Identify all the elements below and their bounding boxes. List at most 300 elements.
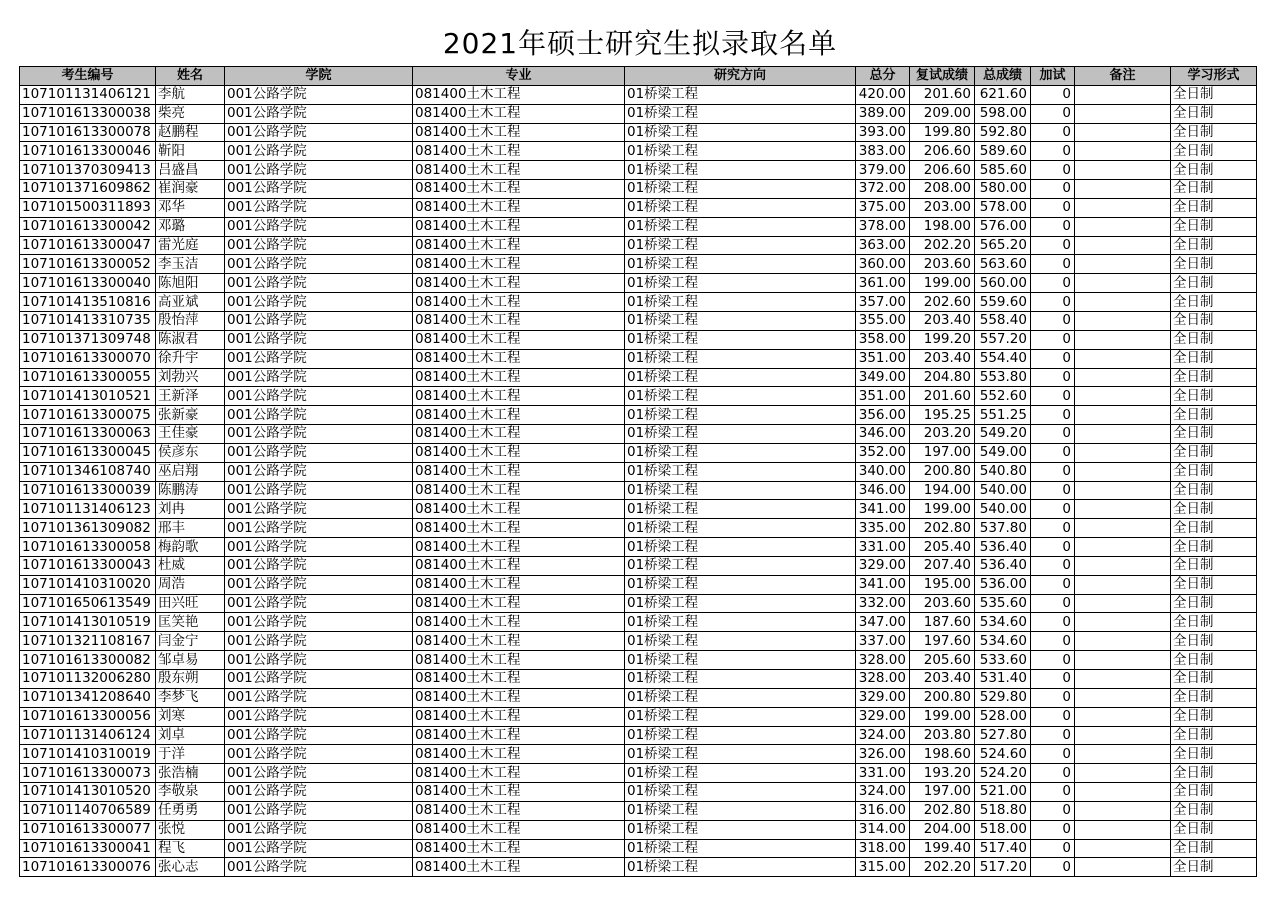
cell-exam-id: 107101131406123 — [20, 500, 156, 519]
cell-study-mode: 全日制 — [1171, 161, 1257, 180]
cell-research-direction: 01桥梁工程 — [625, 255, 856, 274]
cell-major: 081400土木工程 — [413, 500, 625, 519]
cell-college: 001公路学院 — [225, 255, 413, 274]
cell-remarks — [1075, 142, 1171, 161]
cell-study-mode: 全日制 — [1171, 425, 1257, 444]
cell-retest-score: 199.80 — [910, 123, 975, 142]
cell-retest-score: 203.40 — [910, 311, 975, 330]
cell-college: 001公路学院 — [225, 632, 413, 651]
cell-name: 陈旭阳 — [156, 274, 225, 293]
cell-remarks — [1075, 707, 1171, 726]
cell-remarks — [1075, 236, 1171, 255]
cell-name: 殷怡萍 — [156, 311, 225, 330]
cell-study-mode: 全日制 — [1171, 481, 1257, 500]
cell-extra-test: 0 — [1031, 481, 1075, 500]
cell-extra-test: 0 — [1031, 613, 1075, 632]
cell-study-mode: 全日制 — [1171, 198, 1257, 217]
admission-table — [19, 66, 1257, 877]
cell-name: 赵鹏程 — [156, 123, 225, 142]
cell-study-mode: 全日制 — [1171, 801, 1257, 820]
cell-study-mode: 全日制 — [1171, 783, 1257, 802]
cell-research-direction: 01桥梁工程 — [625, 217, 856, 236]
cell-name: 殷东朔 — [156, 670, 225, 689]
cell-research-direction: 01桥梁工程 — [625, 613, 856, 632]
cell-major: 081400土木工程 — [413, 443, 625, 462]
cell-name: 高亚斌 — [156, 293, 225, 312]
cell-total-score: 315.00 — [856, 858, 910, 877]
table-row — [20, 519, 1257, 538]
cell-study-mode: 全日制 — [1171, 311, 1257, 330]
cell-remarks — [1075, 745, 1171, 764]
cell-retest-score: 199.20 — [910, 330, 975, 349]
cell-major: 081400土木工程 — [413, 368, 625, 387]
cell-name: 崔润豪 — [156, 180, 225, 199]
cell-college: 001公路学院 — [225, 538, 413, 557]
cell-remarks — [1075, 726, 1171, 745]
cell-remarks — [1075, 688, 1171, 707]
cell-remarks — [1075, 311, 1171, 330]
cell-extra-test: 0 — [1031, 783, 1075, 802]
cell-college: 001公路学院 — [225, 707, 413, 726]
cell-exam-id: 107101413010519 — [20, 613, 156, 632]
cell-major: 081400土木工程 — [413, 651, 625, 670]
cell-exam-id: 107101613300063 — [20, 425, 156, 444]
cell-college: 001公路学院 — [225, 651, 413, 670]
cell-retest-score: 201.60 — [910, 85, 975, 104]
cell-major: 081400土木工程 — [413, 556, 625, 575]
cell-retest-score: 193.20 — [910, 764, 975, 783]
cell-retest-score: 203.60 — [910, 255, 975, 274]
cell-study-mode: 全日制 — [1171, 556, 1257, 575]
cell-college: 001公路学院 — [225, 688, 413, 707]
cell-study-mode: 全日制 — [1171, 406, 1257, 425]
cell-remarks — [1075, 575, 1171, 594]
cell-final-score: 517.20 — [975, 858, 1031, 877]
table-row — [20, 274, 1257, 293]
cell-remarks — [1075, 519, 1171, 538]
cell-remarks — [1075, 425, 1171, 444]
cell-remarks — [1075, 462, 1171, 481]
cell-remarks — [1075, 368, 1171, 387]
cell-total-score: 314.00 — [856, 820, 910, 839]
cell-research-direction: 01桥梁工程 — [625, 161, 856, 180]
cell-exam-id: 107101413010520 — [20, 783, 156, 802]
cell-total-score: 420.00 — [856, 85, 910, 104]
cell-name: 张新豪 — [156, 406, 225, 425]
cell-retest-score: 209.00 — [910, 104, 975, 123]
cell-major: 081400土木工程 — [413, 104, 625, 123]
table-row — [20, 293, 1257, 312]
cell-exam-id: 107101613300052 — [20, 255, 156, 274]
table-row — [20, 783, 1257, 802]
cell-final-score: 549.00 — [975, 443, 1031, 462]
cell-exam-id: 107101371609862 — [20, 180, 156, 199]
cell-extra-test: 0 — [1031, 726, 1075, 745]
cell-study-mode: 全日制 — [1171, 462, 1257, 481]
cell-exam-id: 107101346108740 — [20, 462, 156, 481]
cell-final-score: 552.60 — [975, 387, 1031, 406]
cell-major: 081400土木工程 — [413, 85, 625, 104]
table-row — [20, 255, 1257, 274]
cell-major: 081400土木工程 — [413, 406, 625, 425]
table-row — [20, 387, 1257, 406]
cell-final-score: 557.20 — [975, 330, 1031, 349]
table-row — [20, 462, 1257, 481]
cell-name: 李航 — [156, 85, 225, 104]
cell-name: 侯彦东 — [156, 443, 225, 462]
cell-study-mode: 全日制 — [1171, 651, 1257, 670]
cell-total-score: 349.00 — [856, 368, 910, 387]
cell-research-direction: 01桥梁工程 — [625, 707, 856, 726]
cell-name: 陈淑君 — [156, 330, 225, 349]
cell-total-score: 331.00 — [856, 764, 910, 783]
cell-final-score: 540.80 — [975, 462, 1031, 481]
cell-major: 081400土木工程 — [413, 161, 625, 180]
cell-remarks — [1075, 632, 1171, 651]
cell-name: 梅韵歌 — [156, 538, 225, 557]
table-row — [20, 745, 1257, 764]
cell-study-mode: 全日制 — [1171, 613, 1257, 632]
cell-college: 001公路学院 — [225, 443, 413, 462]
header-remarks: 备注 — [1075, 67, 1171, 86]
cell-major: 081400土木工程 — [413, 613, 625, 632]
cell-research-direction: 01桥梁工程 — [625, 481, 856, 500]
cell-research-direction: 01桥梁工程 — [625, 500, 856, 519]
cell-college: 001公路学院 — [225, 575, 413, 594]
cell-major: 081400土木工程 — [413, 707, 625, 726]
cell-extra-test: 0 — [1031, 425, 1075, 444]
cell-study-mode: 全日制 — [1171, 707, 1257, 726]
cell-extra-test: 0 — [1031, 801, 1075, 820]
cell-retest-score: 204.80 — [910, 368, 975, 387]
cell-retest-score: 202.80 — [910, 519, 975, 538]
cell-remarks — [1075, 198, 1171, 217]
table-row — [20, 123, 1257, 142]
cell-extra-test: 0 — [1031, 142, 1075, 161]
cell-college: 001公路学院 — [225, 783, 413, 802]
cell-extra-test: 0 — [1031, 330, 1075, 349]
cell-college: 001公路学院 — [225, 820, 413, 839]
cell-exam-id: 107101413010521 — [20, 387, 156, 406]
cell-extra-test: 0 — [1031, 349, 1075, 368]
cell-major: 081400土木工程 — [413, 462, 625, 481]
cell-remarks — [1075, 839, 1171, 858]
cell-extra-test: 0 — [1031, 820, 1075, 839]
cell-extra-test: 0 — [1031, 556, 1075, 575]
cell-total-score: 389.00 — [856, 104, 910, 123]
cell-major: 081400土木工程 — [413, 425, 625, 444]
cell-final-score: 536.40 — [975, 556, 1031, 575]
cell-research-direction: 01桥梁工程 — [625, 688, 856, 707]
cell-remarks — [1075, 180, 1171, 199]
cell-study-mode: 全日制 — [1171, 368, 1257, 387]
cell-research-direction: 01桥梁工程 — [625, 858, 856, 877]
cell-college: 001公路学院 — [225, 556, 413, 575]
cell-retest-score: 199.40 — [910, 839, 975, 858]
cell-total-score: 357.00 — [856, 293, 910, 312]
cell-extra-test: 0 — [1031, 255, 1075, 274]
cell-retest-score: 197.00 — [910, 443, 975, 462]
cell-retest-score: 207.40 — [910, 556, 975, 575]
table-row — [20, 481, 1257, 500]
cell-remarks — [1075, 85, 1171, 104]
cell-college: 001公路学院 — [225, 161, 413, 180]
cell-final-score: 553.80 — [975, 368, 1031, 387]
cell-name: 王佳豪 — [156, 425, 225, 444]
cell-college: 001公路学院 — [225, 104, 413, 123]
cell-final-score: 534.60 — [975, 613, 1031, 632]
cell-college: 001公路学院 — [225, 462, 413, 481]
cell-major: 081400土木工程 — [413, 688, 625, 707]
cell-total-score: 352.00 — [856, 443, 910, 462]
cell-major: 081400土木工程 — [413, 801, 625, 820]
cell-final-score: 589.60 — [975, 142, 1031, 161]
cell-final-score: 518.80 — [975, 801, 1031, 820]
cell-major: 081400土木工程 — [413, 481, 625, 500]
cell-extra-test: 0 — [1031, 236, 1075, 255]
cell-major: 081400土木工程 — [413, 236, 625, 255]
cell-exam-id: 107101613300039 — [20, 481, 156, 500]
cell-research-direction: 01桥梁工程 — [625, 311, 856, 330]
cell-total-score: 329.00 — [856, 688, 910, 707]
cell-major: 081400土木工程 — [413, 670, 625, 689]
cell-name: 杜威 — [156, 556, 225, 575]
cell-college: 001公路学院 — [225, 293, 413, 312]
cell-total-score: 318.00 — [856, 839, 910, 858]
cell-retest-score: 206.60 — [910, 161, 975, 180]
cell-total-score: 379.00 — [856, 161, 910, 180]
cell-research-direction: 01桥梁工程 — [625, 556, 856, 575]
cell-final-score: 534.60 — [975, 632, 1031, 651]
table-row — [20, 726, 1257, 745]
cell-major: 081400土木工程 — [413, 217, 625, 236]
cell-name: 匡笑艳 — [156, 613, 225, 632]
cell-study-mode: 全日制 — [1171, 726, 1257, 745]
cell-research-direction: 01桥梁工程 — [625, 198, 856, 217]
table-row — [20, 85, 1257, 104]
cell-extra-test: 0 — [1031, 293, 1075, 312]
cell-research-direction: 01桥梁工程 — [625, 519, 856, 538]
table-row — [20, 688, 1257, 707]
cell-study-mode: 全日制 — [1171, 255, 1257, 274]
cell-name: 王新泽 — [156, 387, 225, 406]
cell-research-direction: 01桥梁工程 — [625, 745, 856, 764]
cell-final-score: 537.80 — [975, 519, 1031, 538]
cell-extra-test: 0 — [1031, 180, 1075, 199]
cell-exam-id: 107101131406124 — [20, 726, 156, 745]
cell-study-mode: 全日制 — [1171, 764, 1257, 783]
cell-final-score: 540.00 — [975, 500, 1031, 519]
cell-retest-score: 201.60 — [910, 387, 975, 406]
cell-exam-id: 107101413310735 — [20, 311, 156, 330]
cell-major: 081400土木工程 — [413, 330, 625, 349]
cell-remarks — [1075, 161, 1171, 180]
cell-research-direction: 01桥梁工程 — [625, 632, 856, 651]
cell-total-score: 393.00 — [856, 123, 910, 142]
cell-major: 081400土木工程 — [413, 820, 625, 839]
cell-research-direction: 01桥梁工程 — [625, 820, 856, 839]
cell-college: 001公路学院 — [225, 85, 413, 104]
table-row — [20, 349, 1257, 368]
cell-exam-id: 107101613300055 — [20, 368, 156, 387]
cell-research-direction: 01桥梁工程 — [625, 387, 856, 406]
cell-college: 001公路学院 — [225, 839, 413, 858]
header-major: 专业 — [413, 67, 625, 86]
cell-extra-test: 0 — [1031, 519, 1075, 538]
cell-exam-id: 107101500311893 — [20, 198, 156, 217]
cell-total-score: 347.00 — [856, 613, 910, 632]
cell-final-score: 527.80 — [975, 726, 1031, 745]
header-college: 学院 — [225, 67, 413, 86]
header-extra-test: 加试 — [1031, 67, 1075, 86]
cell-name: 程飞 — [156, 839, 225, 858]
cell-total-score: 324.00 — [856, 726, 910, 745]
cell-name: 张悦 — [156, 820, 225, 839]
cell-total-score: 328.00 — [856, 651, 910, 670]
cell-retest-score: 203.60 — [910, 594, 975, 613]
cell-research-direction: 01桥梁工程 — [625, 236, 856, 255]
cell-name: 雷光庭 — [156, 236, 225, 255]
cell-college: 001公路学院 — [225, 425, 413, 444]
table-row — [20, 632, 1257, 651]
cell-research-direction: 01桥梁工程 — [625, 274, 856, 293]
cell-college: 001公路学院 — [225, 858, 413, 877]
cell-study-mode: 全日制 — [1171, 236, 1257, 255]
cell-study-mode: 全日制 — [1171, 538, 1257, 557]
table-row — [20, 330, 1257, 349]
cell-name: 李玉洁 — [156, 255, 225, 274]
cell-study-mode: 全日制 — [1171, 180, 1257, 199]
table-row — [20, 198, 1257, 217]
cell-name: 刘寒 — [156, 707, 225, 726]
cell-research-direction: 01桥梁工程 — [625, 406, 856, 425]
cell-college: 001公路学院 — [225, 274, 413, 293]
table-row — [20, 236, 1257, 255]
cell-major: 081400土木工程 — [413, 349, 625, 368]
cell-extra-test: 0 — [1031, 858, 1075, 877]
cell-remarks — [1075, 858, 1171, 877]
cell-college: 001公路学院 — [225, 123, 413, 142]
cell-major: 081400土木工程 — [413, 575, 625, 594]
cell-major: 081400土木工程 — [413, 180, 625, 199]
cell-major: 081400土木工程 — [413, 839, 625, 858]
cell-remarks — [1075, 801, 1171, 820]
cell-study-mode: 全日制 — [1171, 217, 1257, 236]
cell-major: 081400土木工程 — [413, 142, 625, 161]
header-study-mode: 学习形式 — [1171, 67, 1257, 86]
cell-total-score: 363.00 — [856, 236, 910, 255]
cell-exam-id: 107101613300042 — [20, 217, 156, 236]
cell-extra-test: 0 — [1031, 707, 1075, 726]
cell-extra-test: 0 — [1031, 632, 1075, 651]
cell-extra-test: 0 — [1031, 688, 1075, 707]
cell-total-score: 341.00 — [856, 575, 910, 594]
cell-final-score: 551.25 — [975, 406, 1031, 425]
cell-name: 李梦飞 — [156, 688, 225, 707]
cell-college: 001公路学院 — [225, 670, 413, 689]
cell-major: 081400土木工程 — [413, 783, 625, 802]
header-research-direction: 研究方向 — [625, 67, 856, 86]
cell-major: 081400土木工程 — [413, 123, 625, 142]
cell-study-mode: 全日制 — [1171, 387, 1257, 406]
cell-extra-test: 0 — [1031, 839, 1075, 858]
cell-extra-test: 0 — [1031, 104, 1075, 123]
cell-remarks — [1075, 613, 1171, 632]
cell-remarks — [1075, 481, 1171, 500]
cell-final-score: 598.00 — [975, 104, 1031, 123]
cell-major: 081400土木工程 — [413, 594, 625, 613]
cell-exam-id: 107101613300075 — [20, 406, 156, 425]
cell-research-direction: 01桥梁工程 — [625, 651, 856, 670]
cell-total-score: 372.00 — [856, 180, 910, 199]
cell-remarks — [1075, 406, 1171, 425]
cell-retest-score: 199.00 — [910, 500, 975, 519]
cell-remarks — [1075, 538, 1171, 557]
cell-final-score: 536.00 — [975, 575, 1031, 594]
table-row — [20, 764, 1257, 783]
cell-total-score: 346.00 — [856, 425, 910, 444]
cell-remarks — [1075, 293, 1171, 312]
table-row — [20, 180, 1257, 199]
cell-final-score: 585.60 — [975, 161, 1031, 180]
cell-exam-id: 107101613300078 — [20, 123, 156, 142]
cell-name: 邓璐 — [156, 217, 225, 236]
cell-final-score: 518.00 — [975, 820, 1031, 839]
cell-final-score: 531.40 — [975, 670, 1031, 689]
cell-research-direction: 01桥梁工程 — [625, 839, 856, 858]
cell-final-score: 540.00 — [975, 481, 1031, 500]
cell-college: 001公路学院 — [225, 142, 413, 161]
table-row — [20, 538, 1257, 557]
cell-major: 081400土木工程 — [413, 387, 625, 406]
table-row — [20, 142, 1257, 161]
cell-exam-id: 107101613300045 — [20, 443, 156, 462]
cell-name: 张心志 — [156, 858, 225, 877]
header-exam-id: 考生编号 — [20, 67, 156, 86]
cell-retest-score: 203.40 — [910, 670, 975, 689]
cell-exam-id: 107101613300082 — [20, 651, 156, 670]
cell-extra-test: 0 — [1031, 651, 1075, 670]
cell-name: 邓华 — [156, 198, 225, 217]
cell-name: 张浩楠 — [156, 764, 225, 783]
cell-final-score: 517.40 — [975, 839, 1031, 858]
cell-exam-id: 107101613300046 — [20, 142, 156, 161]
cell-research-direction: 01桥梁工程 — [625, 180, 856, 199]
cell-total-score: 378.00 — [856, 217, 910, 236]
cell-research-direction: 01桥梁工程 — [625, 104, 856, 123]
cell-retest-score: 194.00 — [910, 481, 975, 500]
cell-exam-id: 107101341208640 — [20, 688, 156, 707]
cell-name: 于洋 — [156, 745, 225, 764]
cell-final-score: 580.00 — [975, 180, 1031, 199]
cell-college: 001公路学院 — [225, 500, 413, 519]
cell-retest-score: 203.00 — [910, 198, 975, 217]
cell-remarks — [1075, 820, 1171, 839]
cell-extra-test: 0 — [1031, 217, 1075, 236]
table-row — [20, 613, 1257, 632]
cell-retest-score: 208.00 — [910, 180, 975, 199]
cell-name: 邹卓易 — [156, 651, 225, 670]
cell-study-mode: 全日制 — [1171, 123, 1257, 142]
cell-exam-id: 107101410310020 — [20, 575, 156, 594]
cell-final-score: 560.00 — [975, 274, 1031, 293]
header-name: 姓名 — [156, 67, 225, 86]
table-row — [20, 443, 1257, 462]
cell-final-score: 592.80 — [975, 123, 1031, 142]
cell-total-score: 335.00 — [856, 519, 910, 538]
cell-exam-id: 107101140706589 — [20, 801, 156, 820]
cell-final-score: 576.00 — [975, 217, 1031, 236]
